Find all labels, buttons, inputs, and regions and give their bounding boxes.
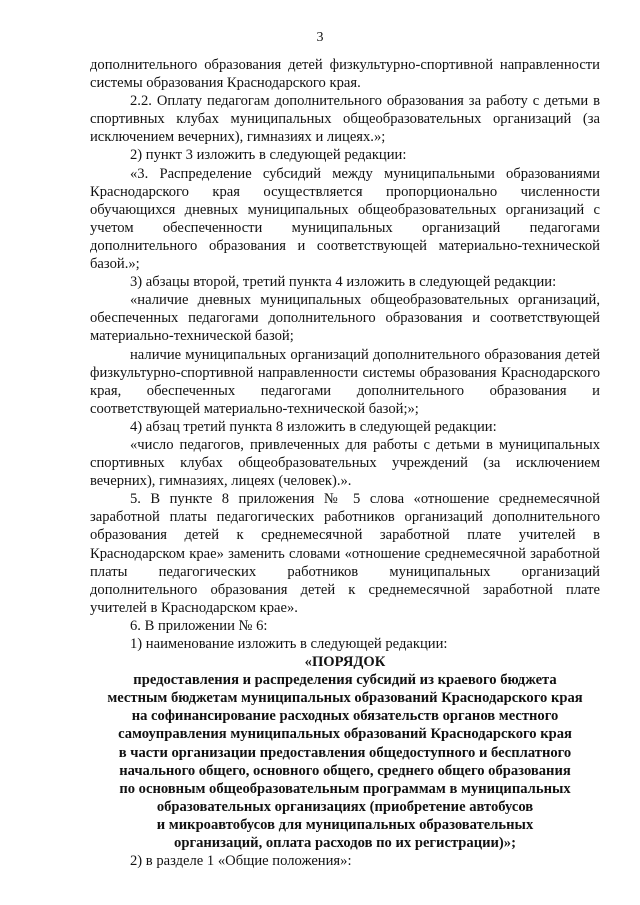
- title-line: предоставления и распределения субсидий из краевого бюджета: [133, 672, 557, 689]
- paragraph-item-5: 5. В пункте 8 приложения № 5 слова «отношение среднемесячной заработной платы педагогических работников организаций дополнительного образования детей к среднемесячной заработной плате учителей в Краснодарском крае» заменить словами «отношение среднемесячной заработной платы педагогических работников муниципальных организаций дополнительного образования детей к среднемесячной заработной плате учителей в Краснодарском крае».: [90, 491, 600, 616]
- paragraph-clause-3: «3. Распределение субсидий между муниципальными образованиями Краснодарского края осуществляется пропорционально численности обучающихся дневных муниципальных общеобразовательных организаций с учетом обеспеченности муниципальных организаций педагогами дополнительного образования и соответствующей материально-технической базой.»;: [90, 165, 600, 273]
- paragraph-quote-1: «наличие дневных муниципальных общеобразовательных организаций, обеспеченных педагогами дополнительного образования и соответствующей материально-технической базой;: [90, 292, 600, 345]
- title-line: по основным общеобразовательным программам в муниципальных: [119, 780, 571, 797]
- title-line: самоуправления муниципальных образований Краснодарского края: [118, 726, 572, 743]
- order-title: [90, 653, 600, 852]
- title-line: организаций, оплата расходов по их регистрации)»;: [174, 835, 516, 852]
- paragraph-2-2: 2.2. Оплату педагогам дополнительного образования за работу с детьми в спортивных клубах муниципальных общеобразовательных организаций (за исключением вечерних), гимназиях и лицеях.»;: [90, 93, 600, 146]
- paragraph-quote-2: наличие муниципальных организаций дополнительного образования детей физкультурно-спортивной направленности системы образования Краснодарского края, обеспеченных педагогами дополнительного образования и соответствующей материально-технической базой;»;: [90, 346, 600, 417]
- document-body: [90, 56, 600, 870]
- title-line: образовательных организациях (приобретение автобусов: [156, 798, 534, 815]
- title-line: местным бюджетам муниципальных образований Краснодарского края: [107, 690, 583, 707]
- title-line: на софинансирование расходных обязательств органов местного: [131, 708, 559, 725]
- paragraph-subitem-1: 1) наименование изложить в следующей редакции:: [130, 636, 448, 652]
- title-line: «ПОРЯДОК: [304, 654, 386, 671]
- paragraph-subitem-2: 2) в разделе 1 «Общие положения»:: [130, 853, 352, 870]
- paragraph-continuation: дополнительного образования детей физкультурно-спортивной направленности системы образования Краснодарского края.: [90, 57, 600, 92]
- paragraph-item-2: 2) пункт 3 изложить в следующей редакции:: [130, 147, 407, 164]
- paragraph-item-6: 6. В приложении № 6:: [130, 617, 268, 634]
- title-line: в части организации предоставления общедоступного и бесплатного: [118, 744, 572, 761]
- paragraph-item-3: 3) абзацы второй, третий пункта 4 изложить в следующей редакции:: [130, 274, 557, 291]
- title-line: и микроавтобусов для муниципальных образовательных: [156, 816, 534, 833]
- page-number: 3: [316, 30, 324, 45]
- paragraph-quote-3: «число педагогов, привлеченных для работы с детьми в муниципальных спортивных клубах общеобразовательных учреждений (за исключением вечерних), гимназиях, лицеях (человек).».: [90, 436, 600, 490]
- paragraph-item-4: 4) абзац третий пункта 8 изложить в следующей редакции:: [130, 418, 497, 435]
- title-line: начального общего, основного общего, среднего общего образования: [119, 762, 571, 779]
